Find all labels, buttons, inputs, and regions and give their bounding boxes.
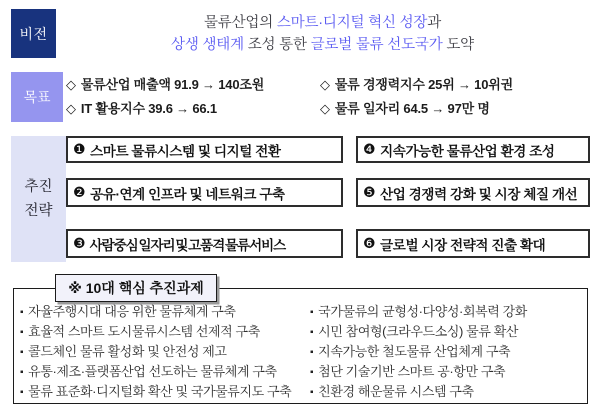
task-item-text: 시민 참여형(크라우드소싱) 물류 확산 bbox=[318, 324, 519, 339]
vision-text-segment: 물류산업의 bbox=[203, 15, 277, 31]
goal-item bbox=[66, 75, 320, 95]
task-item bbox=[310, 382, 584, 402]
square-bullet-icon: ▪ bbox=[20, 347, 24, 358]
task-item-text: 지속가능한 철도물류 산업체계 구축 bbox=[318, 344, 511, 359]
tasks-columns bbox=[20, 302, 584, 402]
strategy-text: 글로벌 시장 전략적 진출 확대 bbox=[380, 237, 546, 253]
task-item-text: 물류 표준화·디지털화 확산 및 국가물류지도 구축 bbox=[28, 384, 292, 399]
vision-label-text: 비전 bbox=[19, 25, 48, 42]
task-item bbox=[310, 302, 584, 322]
goals-grid bbox=[66, 72, 592, 122]
vision-text-segment: 조성 통한 bbox=[243, 37, 311, 53]
goal-item-text: IT 활용지수 39.6 → 66.1 bbox=[80, 101, 217, 116]
task-item bbox=[20, 382, 310, 402]
square-bullet-icon: ▪ bbox=[310, 307, 314, 318]
tasks-column-right bbox=[310, 302, 584, 402]
square-bullet-icon: ▪ bbox=[20, 367, 24, 378]
goal-item-text: 물류 일자리 64.5 → 97만 명 bbox=[334, 101, 490, 116]
strategy-box-2 bbox=[66, 178, 343, 207]
circled-number-icon: ❻ bbox=[363, 235, 376, 251]
goal-item-text: 물류 경쟁력지수 25위 → 10위권 bbox=[334, 77, 513, 92]
goals-label-badge bbox=[11, 72, 63, 122]
strategy-text: 스마트 물류시스템 및 디지털 전환 bbox=[90, 143, 281, 159]
task-item-text: 친환경 해운물류 시스템 구축 bbox=[318, 384, 474, 399]
task-item bbox=[310, 322, 584, 342]
strategy-label-badge bbox=[11, 136, 66, 262]
vision-line-2 bbox=[171, 34, 474, 56]
vision-text-segment: 도약 bbox=[442, 37, 474, 53]
task-item-text: 국가물류의 균형성·다양성·회복력 강화 bbox=[318, 304, 527, 319]
vision-statement bbox=[56, 9, 589, 59]
goal-item bbox=[66, 99, 320, 119]
strategy-text: 공유·연계 인프라 및 네트워크 구축 bbox=[90, 186, 285, 202]
strategy-label-line1: 추진 bbox=[24, 179, 53, 195]
task-item bbox=[20, 322, 310, 342]
task-item-text: 첨단 기술기반 스마트 공·항만 구축 bbox=[318, 364, 506, 379]
strategy-column-left bbox=[66, 136, 343, 262]
task-item bbox=[310, 362, 584, 382]
goals-label-text: 목표 bbox=[23, 89, 51, 105]
tasks-column-left bbox=[20, 302, 310, 402]
vision-text-segment: 상생 생태계 bbox=[171, 37, 244, 53]
task-item bbox=[20, 362, 310, 382]
task-item-text: 콜드체인 물류 활성화 및 안전성 제고 bbox=[28, 344, 227, 359]
strategy-column-right bbox=[356, 136, 590, 262]
diamond-icon: ◇ bbox=[66, 101, 76, 116]
task-item bbox=[310, 342, 584, 362]
task-item-text: 자율주행시대 대응 위한 물류체계 구축 bbox=[28, 304, 236, 319]
diamond-icon: ◇ bbox=[320, 77, 330, 92]
strategy-box-1 bbox=[66, 136, 343, 163]
square-bullet-icon: ▪ bbox=[310, 327, 314, 338]
strategy-box-6 bbox=[356, 229, 590, 258]
square-bullet-icon: ▪ bbox=[310, 347, 314, 358]
square-bullet-icon: ▪ bbox=[20, 327, 24, 338]
square-bullet-icon: ▪ bbox=[310, 367, 314, 378]
vision-text-segment: 과 bbox=[427, 15, 442, 31]
strategy-text: 사람중심 일자리 및 고품격 물류서비스 bbox=[89, 237, 286, 253]
strategy-text: 산업 경쟁력 강화 및 시장 체질 개선 bbox=[380, 186, 578, 202]
strategy-grid bbox=[66, 136, 590, 262]
tasks-title-text: ※ 10대 핵심 추진과제 bbox=[68, 280, 204, 296]
task-item bbox=[20, 342, 310, 362]
strategy-text: 지속가능한 물류산업 환경 조성 bbox=[380, 143, 555, 159]
strategy-box-4 bbox=[356, 136, 590, 163]
tasks-title-box bbox=[55, 274, 217, 302]
vision-text-segment: 스마트·디지털 혁신 성장 bbox=[276, 15, 428, 31]
circled-number-icon: ❷ bbox=[73, 184, 86, 200]
task-item bbox=[20, 302, 310, 322]
circled-number-icon: ❸ bbox=[73, 235, 85, 251]
strategy-box-5 bbox=[356, 178, 590, 207]
diamond-icon: ◇ bbox=[66, 77, 76, 92]
strategy-box-3 bbox=[66, 229, 343, 258]
vision-row bbox=[11, 9, 589, 59]
goals-row bbox=[11, 72, 592, 122]
circled-number-icon: ❺ bbox=[363, 184, 376, 200]
vision-label-badge bbox=[11, 9, 56, 58]
square-bullet-icon: ▪ bbox=[310, 387, 314, 398]
square-bullet-icon: ▪ bbox=[20, 387, 24, 398]
goal-item-text: 물류산업 매출액 91.9 → 140조원 bbox=[80, 77, 265, 92]
diamond-icon: ◇ bbox=[320, 101, 330, 116]
strategy-row bbox=[11, 136, 589, 262]
circled-number-icon: ❹ bbox=[363, 141, 376, 157]
strategy-label-line2: 전략 bbox=[24, 203, 53, 219]
goal-item bbox=[320, 75, 592, 95]
vision-line-1 bbox=[204, 12, 441, 34]
goal-item bbox=[320, 99, 592, 119]
task-item-text: 유통·제조·플랫폼산업 선도하는 물류체계 구축 bbox=[28, 364, 277, 379]
square-bullet-icon: ▪ bbox=[20, 307, 24, 318]
circled-number-icon: ❶ bbox=[73, 141, 86, 157]
task-item-text: 효율적 스마트 도시물류시스템 선제적 구축 bbox=[28, 324, 260, 339]
vision-text-segment: 글로벌 물류 선도국가 bbox=[310, 37, 443, 53]
